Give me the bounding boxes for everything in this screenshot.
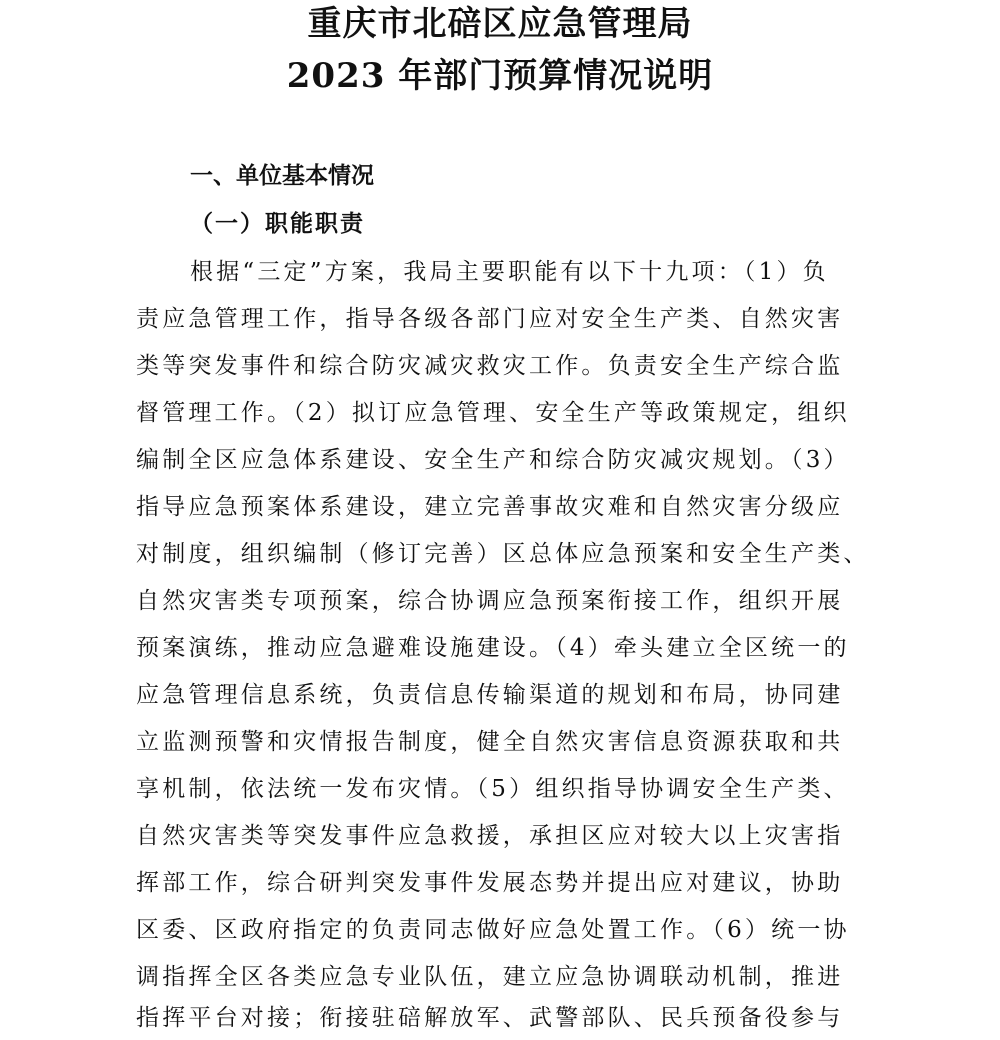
body-line: 预案演练，推动应急避难设施建设。（4）牵头建立全区统一的 — [136, 635, 850, 661]
subsection-heading: （一）职能职责 — [190, 210, 365, 237]
document-title-line1: 重庆市北碚区应急管理局 — [307, 4, 693, 44]
body-line: 享机制，依法统一发布灾情。（5）组织指导协调安全生产类、 — [136, 776, 850, 802]
body-line: 调指挥全区各类应急专业队伍，建立应急协调联动机制，推进 — [136, 964, 844, 990]
body-line: 根据“三定”方案，我局主要职能有以下十九项：（1）负 — [190, 259, 829, 285]
body-line: 对制度，组织编制（修订完善）区总体应急预案和安全生产类、 — [136, 541, 870, 567]
body-line: 区委、区政府指定的负责同志做好应急处置工作。（6）统一协 — [136, 917, 850, 943]
body-line: 挥部工作，综合研判突发事件发展态势并提出应对建议，协助 — [136, 870, 844, 896]
body-line: 自然灾害类专项预案，综合协调应急预案衔接工作，组织开展 — [136, 588, 844, 614]
body-line: 指挥平台对接；衔接驻碚解放军、武警部队、民兵预备役参与 — [136, 1005, 844, 1031]
body-line: 应急管理信息系统，负责信息传输渠道的规划和布局，协同建 — [136, 682, 844, 708]
body-line: 编制全区应急体系建设、安全生产和综合防灾减灾规划。（3） — [136, 447, 850, 473]
body-line: 自然灾害类等突发事件应急救援，承担区应对较大以上灾害指 — [136, 823, 844, 849]
body-line: 类等突发事件和综合防灾减灾救灾工作。负责安全生产综合监 — [136, 353, 844, 379]
document-title-line2: 2023 年部门预算情况说明 — [286, 56, 714, 96]
body-line: 指导应急预案体系建设，建立完善事故灾难和自然灾害分级应 — [136, 494, 844, 520]
body-line: 立监测预警和灾情报告制度，健全自然灾害信息资源获取和共 — [136, 729, 844, 755]
body-line: 督管理工作。（2）拟订应急管理、安全生产等政策规定，组织 — [136, 400, 850, 426]
section-heading: 一、单位基本情况 — [190, 163, 374, 189]
body-line: 责应急管理工作，指导各级各部门应对安全生产类、自然灾害 — [136, 306, 844, 332]
